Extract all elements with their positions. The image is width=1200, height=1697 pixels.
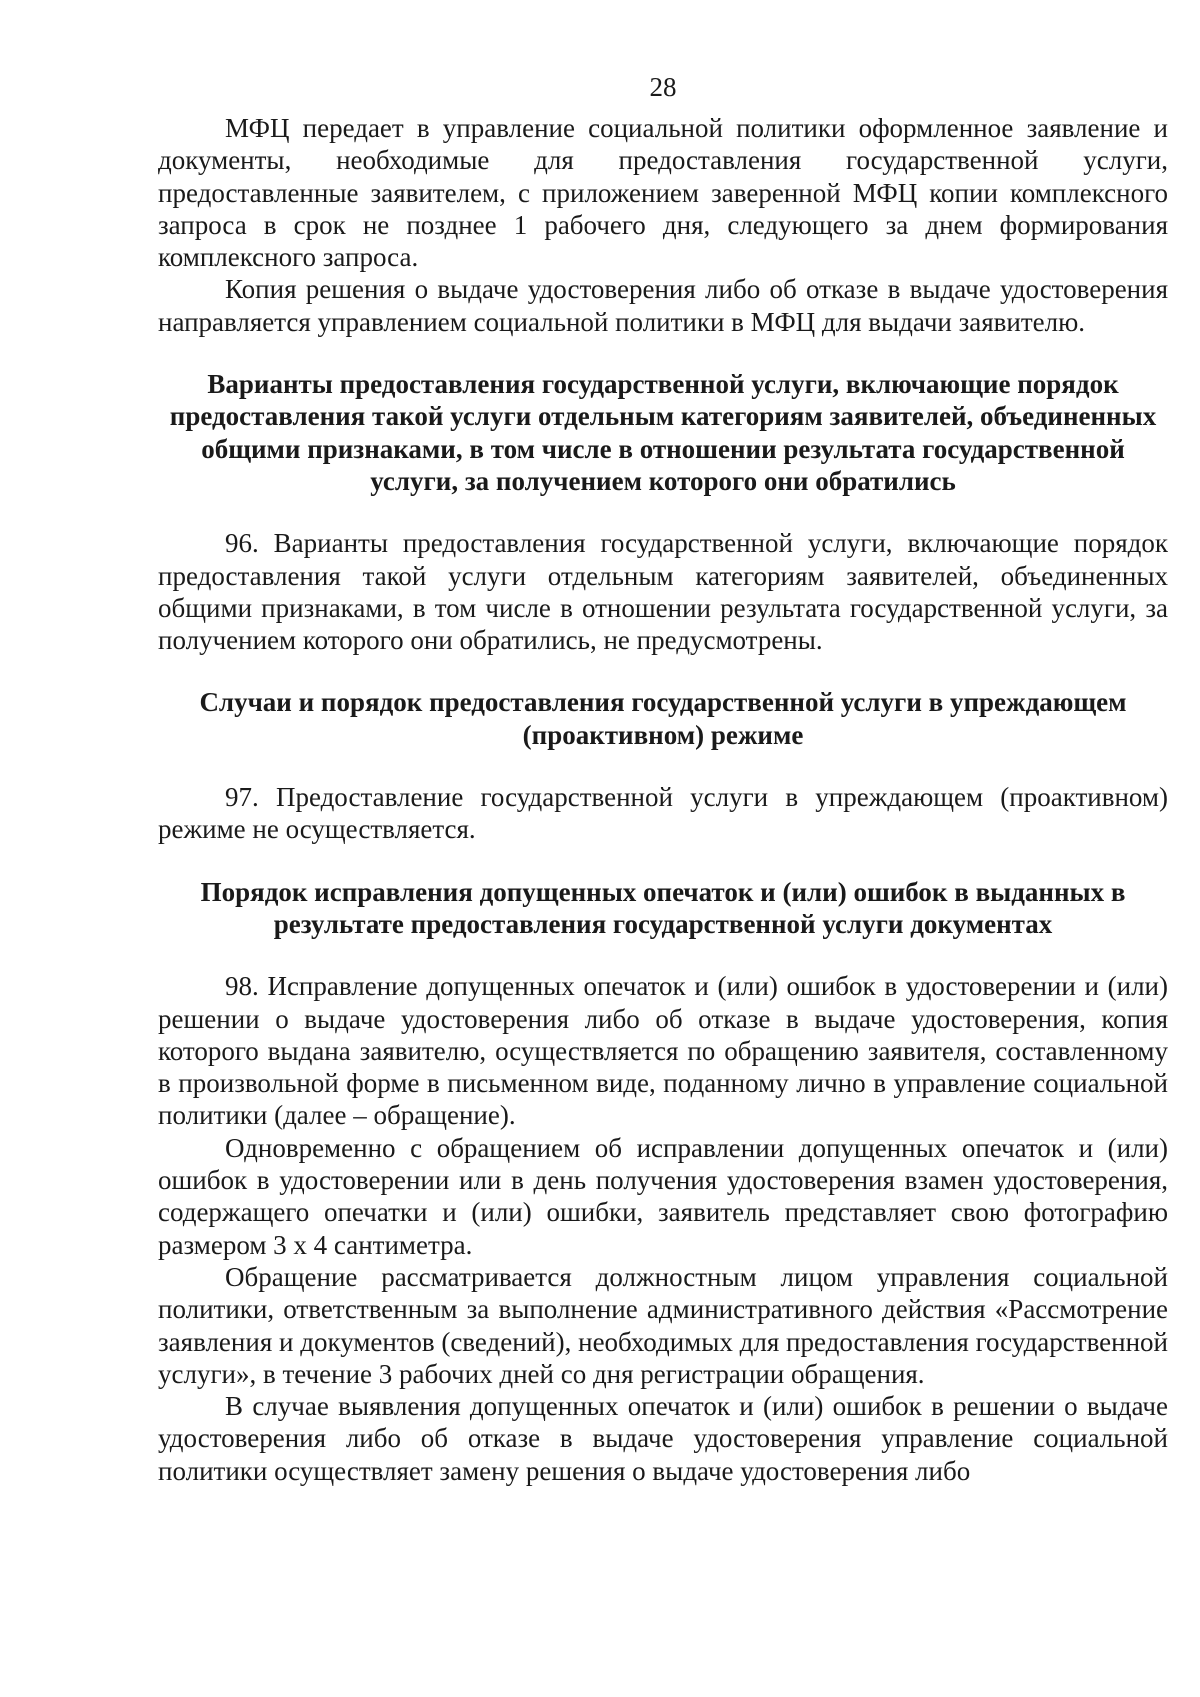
section-heading: Случаи и порядок предоставления государственной услуги в упреждающем (проактивном) режиме: [199, 687, 1127, 750]
section-heading: Варианты предоставления государственной услуги, включающие порядок предоставления такой услуги отдельным категориям заявителей, объединенных общими признаками, в том числе в отношении результата государственной услуги, за получением которого они обратились: [169, 369, 1157, 496]
paragraph: 97. Предоставление государственной услуги в упреждающем (проактивном) режиме не осуществляется.: [158, 782, 1168, 845]
paragraph: Обращение рассматривается должностным лицом управления социальной политики, ответственным за выполнение административного действия «Рассмотрение заявления и документов (сведений), необходимых для предоставления государственной услуги», в течение 3 рабочих дней со дня регистрации обращения.: [158, 1261, 1168, 1389]
document-page: [158, 70, 1168, 1487]
proactive-section: [158, 686, 1168, 845]
corrections-section: [158, 876, 1168, 1487]
paragraph: 98. Исправление допущенных опечаток и (или) ошибок в удостоверении и (или) решении о выдаче удостоверения либо об отказе в выдаче удостоверения, копия которого выдана заявителю, осуществляется по обращению заявителя, составленному в произвольной форме в письменном виде, поданному лично в управление социальной политики (далее – обращение).: [158, 971, 1168, 1131]
page-number: 28: [649, 72, 677, 102]
paragraph: В случае выявления допущенных опечаток и (или) ошибок в решении о выдаче удостоверения либо об отказе в выдаче удостоверения управление социальной политики осуществляет замену решения о выдаче удостоверения либо: [158, 1391, 1168, 1486]
variants-section: [158, 368, 1168, 656]
paragraph: Копия решения о выдаче удостоверения либо об отказе в выдаче удостоверения направляется управлением социальной политики в МФЦ для выдачи заявителю.: [158, 274, 1168, 337]
paragraph: МФЦ передает в управление социальной политики оформленное заявление и документы, необходимые для предоставления государственной услуги, предоставленные заявителем, с приложением заверенной МФЦ копии комплексного запроса в срок не позднее 1 рабочего дня, следующего за днем формирования комплексного запроса.: [158, 113, 1168, 273]
section-heading: Порядок исправления допущенных опечаток и (или) ошибок в выданных в результате предоставления государственной услуги документах: [200, 876, 1126, 939]
paragraph: 96. Варианты предоставления государственной услуги, включающие порядок предоставления такой услуги отдельным категориям заявителей, объединенных общими признаками, в том числе в отношении результата государственной услуги, за получением которого они обратились, не предусмотрены.: [158, 528, 1168, 656]
intro-section: [158, 112, 1168, 338]
paragraph: Одновременно с обращением об исправлении допущенных опечаток и (или) ошибок в удостоверении или в день получения удостоверения взамен удостоверения, содержащего опечатки и (или) ошибки, заявитель представляет свою фотографию размером 3 х 4 сантиметра.: [158, 1132, 1168, 1260]
